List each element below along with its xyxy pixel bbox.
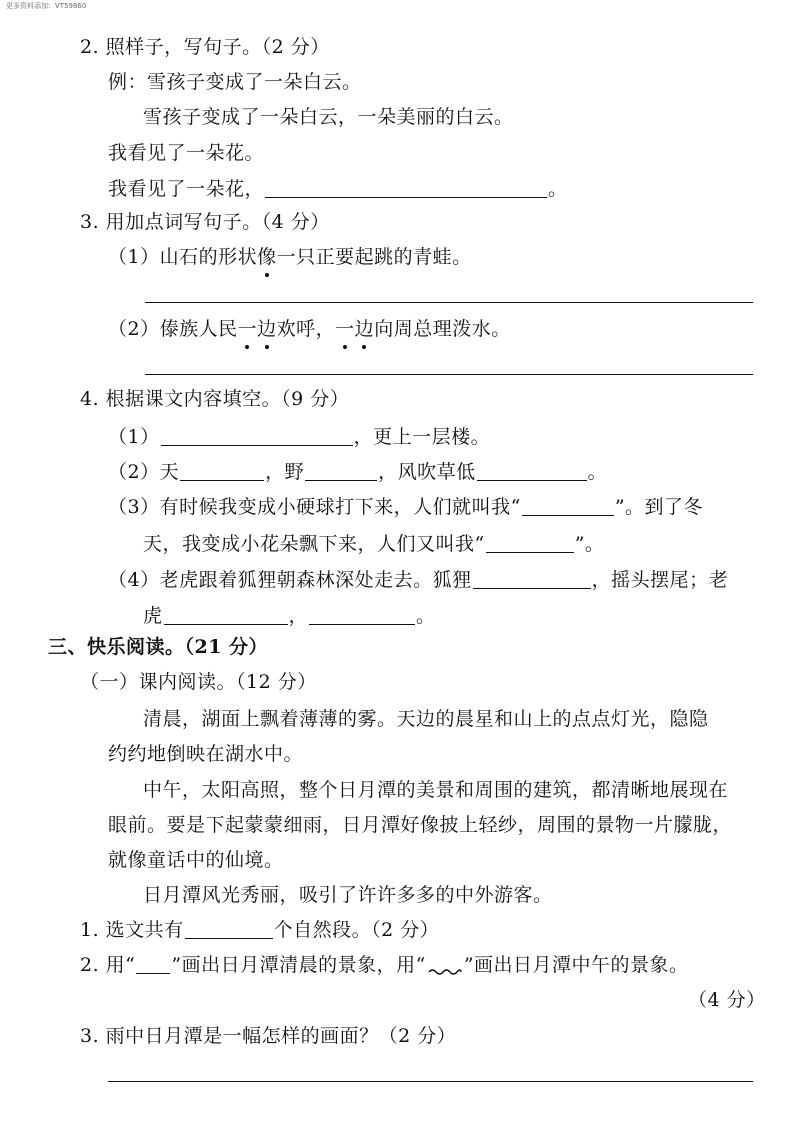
q4-i4-text-1-end: ，摇头摆尾；老 <box>591 569 729 591</box>
q3-s1-num: （1） <box>108 246 160 268</box>
passage-p2-line-1: 中午，太阳高照，整个日月潭的美景和周围的建筑，都清晰地展现在 <box>143 779 729 801</box>
reading-q2 <box>80 952 689 978</box>
q4-i4-text-1: （4）老虎跟着狐狸朝森林深处走去。狐狸 <box>108 569 472 591</box>
q2-answer-blank[interactable] <box>265 177 547 198</box>
q4-i1-after: ，更上一层楼。 <box>353 426 491 448</box>
q3-title: 3. 用加点词写句子。（4 分） <box>80 211 330 233</box>
watermark: 更多资料添加：VT59860 <box>6 2 87 10</box>
q4-item-3-line-2 <box>143 531 604 557</box>
q4-i4-blank-2[interactable] <box>164 604 288 625</box>
q4-i3-text-1: （3）有时候我变成小硬球打下来，人们就叫我“ <box>108 496 521 518</box>
q4-item-1 <box>108 424 490 450</box>
q4-i3-text-2-end: ”。 <box>574 533 605 555</box>
passage-p3-line-1: 日月潭风光秀丽，吸引了许许多多的中外游客。 <box>143 884 553 906</box>
section-3-title: 三、快乐阅读。（21 分） <box>48 636 269 658</box>
reading-q1-before: 1. 选文共有 <box>80 919 184 941</box>
passage-p2-line-3: 就像童话中的仙境。 <box>108 849 284 871</box>
passage-p1-line-2: 约约地倒映在湖水中。 <box>108 743 304 765</box>
q2-answer-line <box>108 176 568 202</box>
q3-answer-line-2[interactable] <box>145 374 753 375</box>
q3-s2-dotted-2: 边 <box>257 318 277 340</box>
q3-s1-after: 一只正要起跳的青蛙。 <box>276 246 472 268</box>
q4-item-2 <box>108 459 607 485</box>
reading-q2-c: ”画出日月潭中午的景象。 <box>463 954 689 976</box>
q4-item-3-line-1 <box>108 494 703 520</box>
q4-i4-blank-3[interactable] <box>309 604 415 625</box>
q4-i4-blank-1[interactable] <box>473 568 591 589</box>
q4-i2-b: ，野 <box>265 461 305 483</box>
q4-title: 4. 根据课文内容填空。（9 分） <box>80 388 350 410</box>
q3-answer-line-1[interactable] <box>145 302 753 303</box>
q3-s2-dotted-1: 一 <box>237 318 258 340</box>
q4-i2-blank-2[interactable] <box>305 460 377 481</box>
q4-i3-blank-2[interactable] <box>486 532 574 553</box>
q4-i1-num: （1） <box>108 426 160 448</box>
q4-i4-text-2-end: 。 <box>416 605 436 627</box>
reading-q2-a: 2. 用“ <box>80 954 136 976</box>
reading-q3-answer-line[interactable] <box>108 1081 753 1082</box>
q3-s1-before: 山石的形状 <box>159 246 258 268</box>
passage-p2-line-2: 眼前。要是下起蒙蒙细雨，日月潭好像披上轻纱，周围的景物一片朦胧， <box>108 814 733 836</box>
q4-i4-text-2: 虎 <box>143 605 163 627</box>
q4-item-4-line-2 <box>143 603 436 629</box>
q4-i2-num: （2） <box>108 461 160 483</box>
q4-i4-text-2-mid: ， <box>288 605 309 627</box>
q2-prompt: 我看见了一朵花。 <box>108 142 265 164</box>
q4-i2-a: 天 <box>159 461 180 483</box>
q4-i3-text-1-end: ”。到了冬 <box>614 496 704 518</box>
wavy-underline-sample <box>428 957 462 975</box>
reading-q1 <box>80 917 439 943</box>
reading-q3: 3. 雨中日月潭是一幅怎样的画面？（2 分） <box>80 1025 457 1047</box>
q3-s2-after: 向周总理泼水。 <box>374 318 511 340</box>
q4-i3-text-2: 天，我变成小花朵飘下来，人们又叫我“ <box>143 533 485 555</box>
passage-p1-line-1: 清晨，湖面上飘着薄薄的雾。天边的晨星和山上的点点灯光，隐隐 <box>143 708 709 730</box>
q2-example-answer: 雪孩子变成了一朵白云，一朵美丽的白云。 <box>143 106 514 128</box>
reading-q1-after: 个自然段。（2 分） <box>273 919 440 941</box>
q2-title: 2. 照样子，写句子。（2 分） <box>80 36 330 58</box>
straight-underline-sample <box>136 955 170 974</box>
q4-i1-blank[interactable] <box>161 425 353 446</box>
q3-sentence-1 <box>108 244 472 270</box>
q4-i2-c: ，风吹草低 <box>378 461 476 483</box>
q3-s2-dotted-4: 边 <box>354 318 375 340</box>
q3-s2-num: （2） <box>108 318 160 340</box>
q3-s2-before: 傣族人民 <box>159 318 238 340</box>
q3-s1-dotted-word: 像 <box>257 246 277 268</box>
q4-item-4-line-1 <box>108 567 728 593</box>
q2-answer-prefix: 我看见了一朵花， <box>108 178 265 200</box>
q4-i2-blank-1[interactable] <box>180 460 264 481</box>
reading-q2-b: ”画出日月潭清晨的景象，用“ <box>171 954 426 976</box>
reading-q1-blank[interactable] <box>185 918 273 939</box>
reading-q2-score: （4 分） <box>688 989 766 1011</box>
section-3-subtitle: （一）课内阅读。（12 分） <box>80 671 317 693</box>
q4-i2-d: 。 <box>587 461 608 483</box>
q2-example: 例：雪孩子变成了一朵白云。 <box>108 71 362 93</box>
q2-answer-suffix: 。 <box>548 178 568 200</box>
q3-s2-mid: 欢呼， <box>276 318 336 340</box>
q4-i3-blank-1[interactable] <box>522 495 614 516</box>
q3-sentence-2 <box>108 316 511 342</box>
q4-i2-blank-3[interactable] <box>477 460 587 481</box>
q3-s2-dotted-3: 一 <box>335 318 355 340</box>
